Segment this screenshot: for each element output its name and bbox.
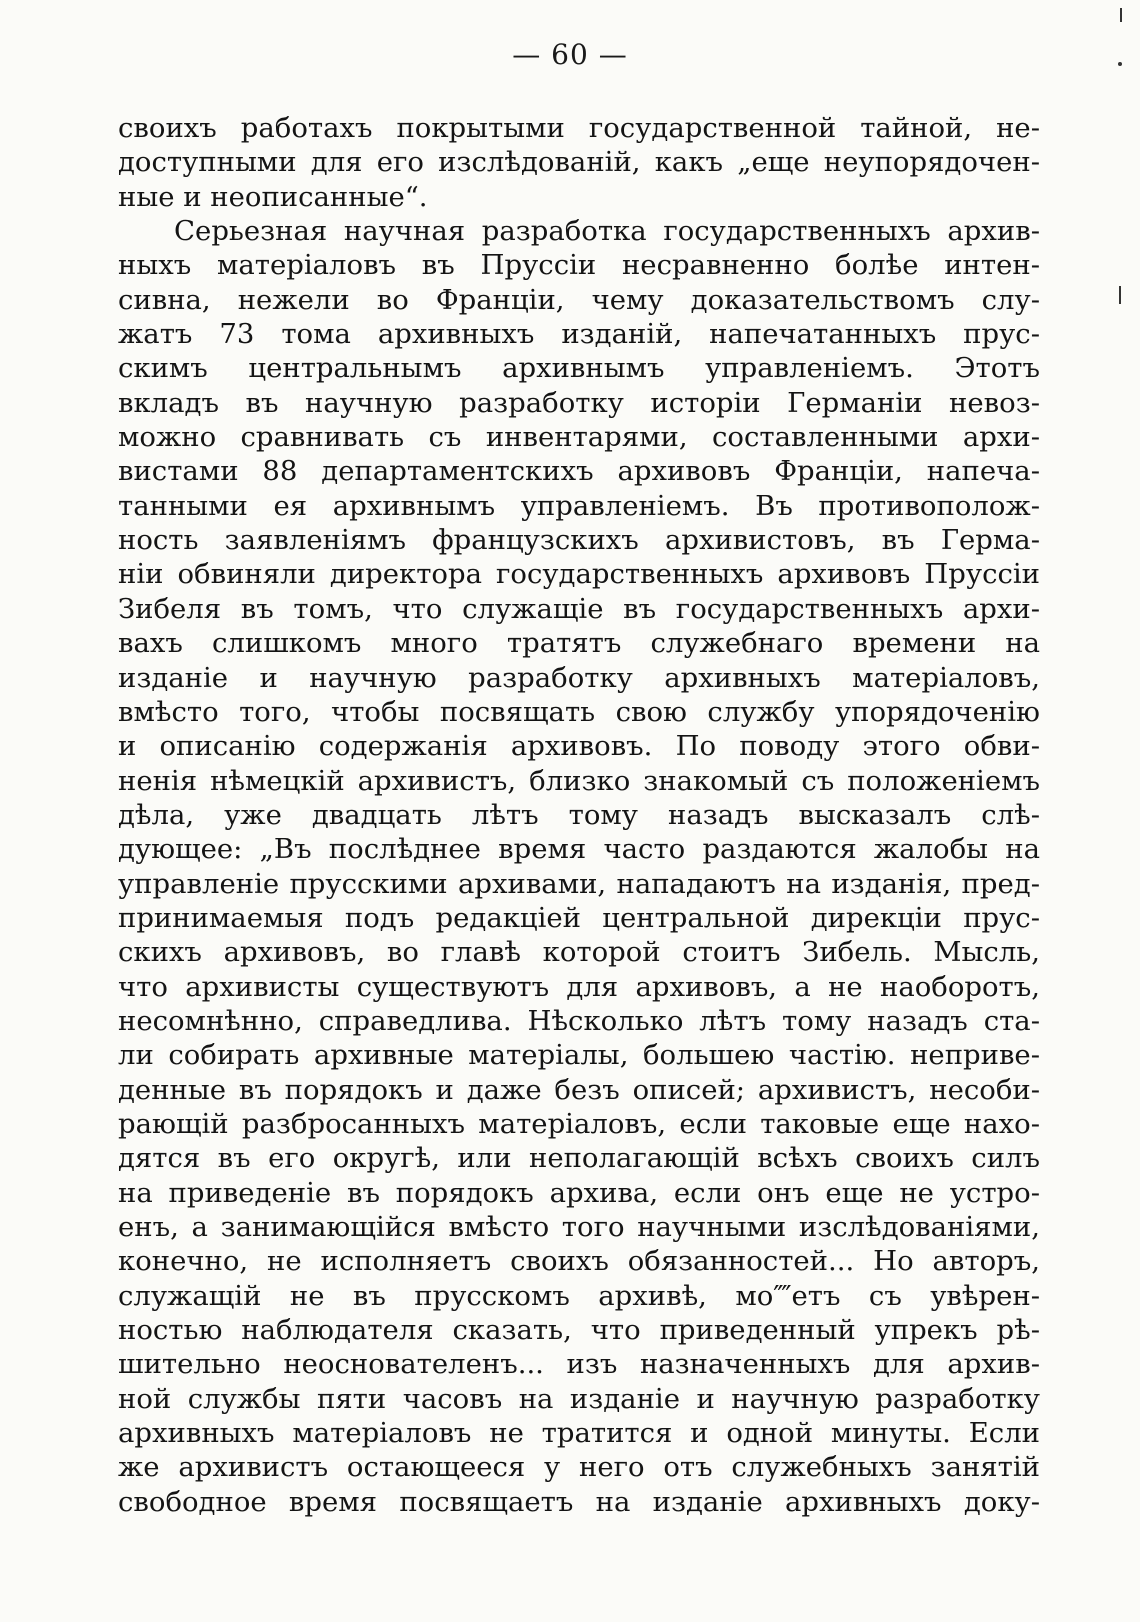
text-line: вмѣсто того, чтобы посвящать свою службу упорядоченію — [118, 695, 1040, 728]
scan-edge-mark-top — [1120, 8, 1122, 22]
text-line: жатъ 73 тома архивныхъ изданій, напечатанныхъ прус- — [118, 318, 1040, 351]
text-line: скимъ центральнымъ архивнымъ управленіемъ. Этотъ — [118, 352, 1040, 385]
text-line: вистами 88 департаментскихъ архивовъ Франціи, напеча- — [118, 455, 1040, 488]
text-line: рающій разбросанныхъ матеріаловъ, если таковые еще нахо- — [118, 1107, 1040, 1140]
text-line: же архивистъ остающееся у него отъ служебныхъ занятій — [118, 1451, 1040, 1484]
text-line: дѣла, уже двадцать лѣтъ тому назадъ высказалъ слѣ- — [118, 798, 1040, 831]
scan-edge-mark-mid — [1119, 286, 1121, 304]
text-line: Серьезная научная разработка государственныхъ архив- — [174, 215, 1040, 248]
text-line: сивна, нежели во Франціи, чему доказательствомъ слу- — [118, 283, 1040, 316]
text-line: своихъ работахъ покрытыми государственной тайной, не- — [118, 112, 1040, 144]
text-line: и описанію содержанія архивовъ. По поводу этого обви- — [118, 730, 1040, 763]
text-line: Зибеля въ томъ, что служащіе въ государственныхъ архи- — [118, 592, 1040, 625]
text-line: ность заявленіямъ французскихъ архивистовъ, въ Герма- — [118, 524, 1040, 557]
text-line: что архивисты существуютъ для архивовъ, а не наоборотъ, — [118, 970, 1040, 1003]
text-line: денные въ порядокъ и даже безъ описей; архивистъ, несоби- — [118, 1073, 1040, 1106]
text-line: изданіе и научную разработку архивныхъ матеріаловъ, — [118, 661, 1040, 694]
page-number: — 60 — — [512, 38, 628, 71]
text-line: архивныхъ матеріаловъ не тратится и одной минуты. Если — [118, 1417, 1040, 1450]
text-line: ненія нѣмецкій архивистъ, близко знакомый съ положеніемъ — [118, 764, 1040, 797]
text-line: на приведеніе въ порядокъ архива, если онъ еще не устро- — [118, 1176, 1040, 1209]
text-line: ностью наблюдателя сказать, что приведенный упрекъ рѣ- — [118, 1314, 1040, 1347]
text-line: скихъ архивовъ, во главѣ которой стоитъ Зибель. Мысль, — [118, 936, 1040, 969]
text-line: дятся въ его округѣ, или неполагающій всѣхъ своихъ силъ — [118, 1142, 1040, 1175]
text-line: служащій не въ прусскомъ архивѣ, мо⁗етъ съ увѣрен- — [118, 1279, 1040, 1312]
text-line: ной службы пяти часовъ на изданіе и научную разработку — [118, 1382, 1040, 1415]
text-line: енъ, а занимающійся вмѣсто того научными изслѣдованіями, — [118, 1211, 1040, 1243]
text-line: свободное время посвящаетъ на изданіе архивныхъ доку- — [118, 1485, 1040, 1518]
text-line: дующее: „Въ послѣднее время часто раздаются жалобы на — [118, 833, 1040, 866]
text-line: шительно неоснователенъ... изъ назначенныхъ для архив- — [118, 1348, 1040, 1381]
text-line: вкладъ въ научную разработку исторіи Германіи невоз- — [118, 386, 1040, 419]
scan-edge-mark-dot — [1118, 62, 1122, 66]
body-text — [118, 111, 1040, 1519]
text-line: ныхъ матеріаловъ въ Пруссіи несравненно болѣе интен- — [118, 249, 1040, 282]
text-line: танными ея архивнымъ управленіемъ. Въ противополож- — [118, 489, 1040, 522]
text-line: управленіе прусскими архивами, нападаютъ на изданія, пред- — [118, 867, 1040, 900]
text-line: ніи обвиняли директора государственныхъ архивовъ Пруссіи — [118, 558, 1040, 591]
text-line: доступными для его изслѣдованій, какъ „еще неупорядочен- — [118, 146, 1040, 179]
text-line: вахъ слишкомъ много тратятъ служебнаго времени на — [118, 627, 1040, 660]
text-line: конечно, не исполняетъ своихъ обязанностей... Но авторъ, — [118, 1245, 1040, 1278]
text-line: несомнѣнно, справедлива. Нѣсколько лѣтъ тому назадъ ста- — [118, 1004, 1040, 1037]
text-line: ные и неописанные“. — [118, 180, 428, 213]
text-line: можно сравнивать съ инвентарями, составленными архи- — [118, 421, 1040, 454]
text-line: принимаемыя подъ редакціей центральной дирекціи прус- — [118, 901, 1040, 934]
text-line: ли собирать архивные матеріалы, большею частію. неприве- — [118, 1039, 1040, 1072]
